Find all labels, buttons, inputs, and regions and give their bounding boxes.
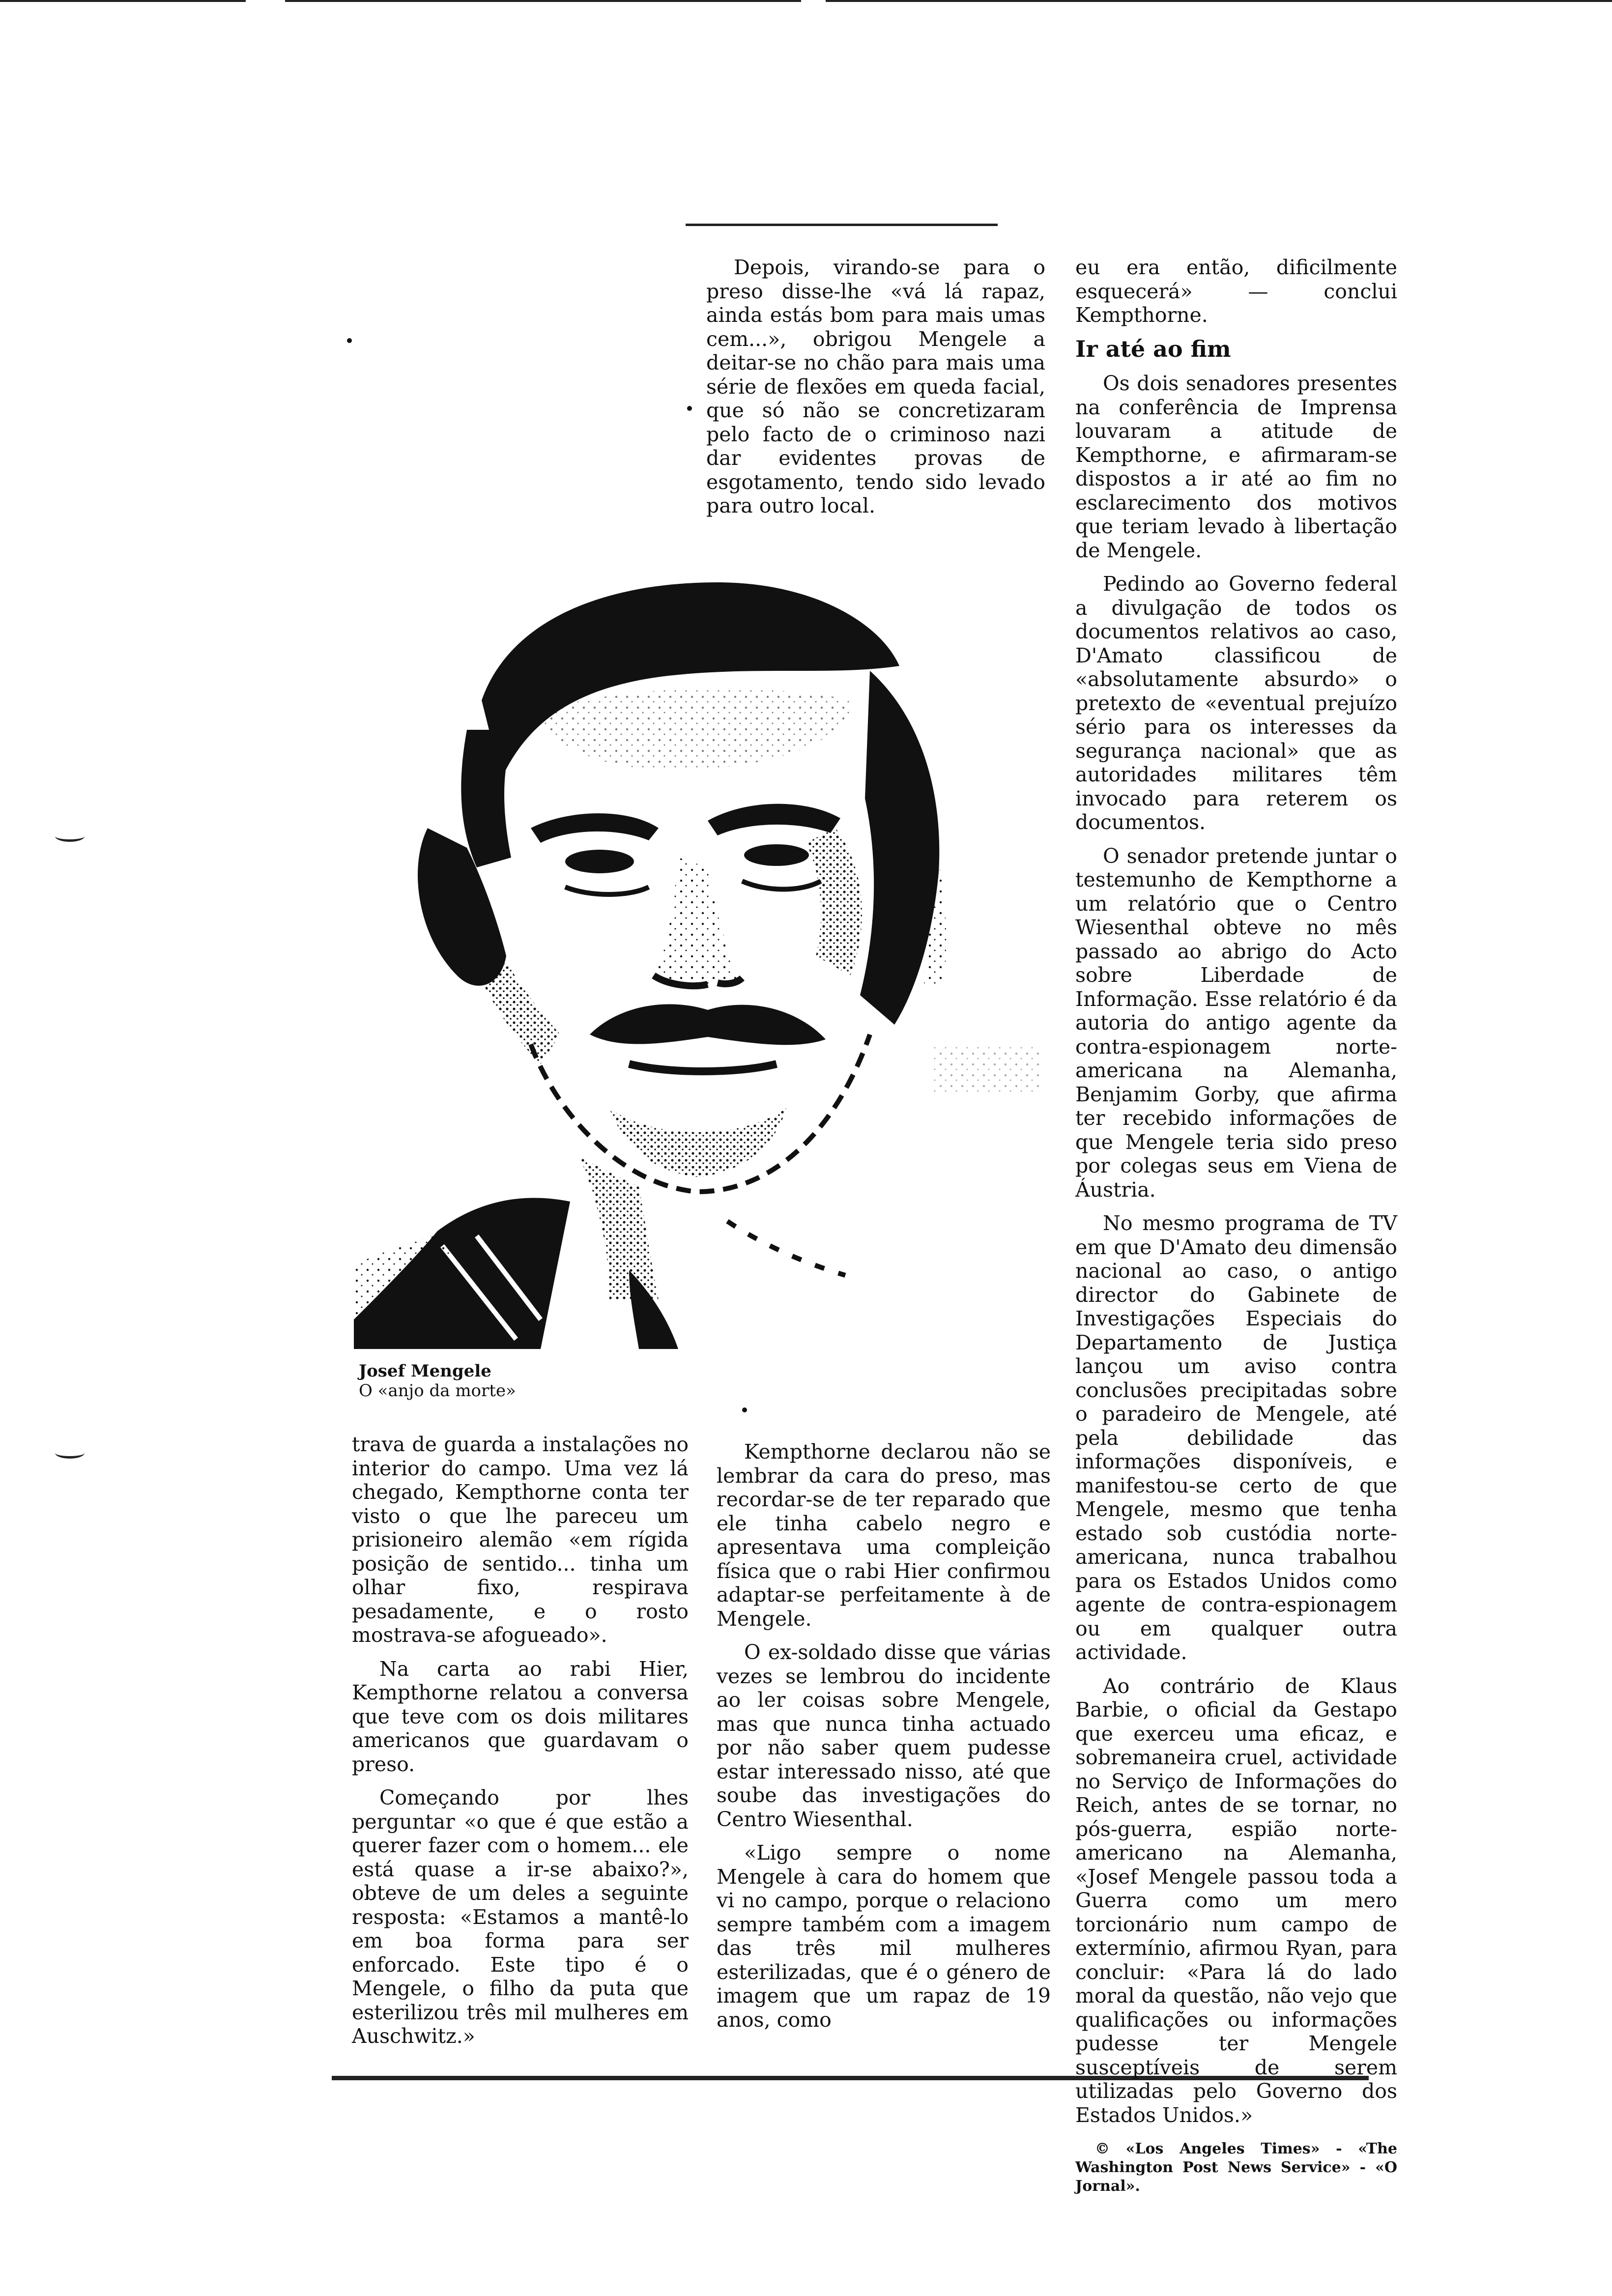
- paragraph: Ao contrário de Klaus Barbie, o oficial da Gestapo que exerceu uma eficaz, e sobremaneira cruel, actividade no Serviço de Informações do Reich, antes de se tornar, no pós-guerra, espião norte-americano na Alemanha, «Josef Mengele passou toda a Guerra como um mero torcionário num campo de extermínio, afirmou Ryan, para concluir: «Para lá do lado moral da questão, não vejo que qualificações ou informações pudesse ter Mengele susceptíveis de serem utilizadas pelo Governo dos Estados Unidos.»: [1075, 1674, 1397, 2127]
- scan-edge-line: [826, 0, 1612, 2]
- paragraph: Pedindo ao Governo federal a divulgação de todos os documentos relativos ao caso, D'Amato classificou de «absolutamente absurdo» o pretexto de «eventual prejuízo sério para os interesses da segurança nacional» que as autoridades militares têm invocado para reterem os documentos.: [1075, 572, 1397, 834]
- temple-shape: [461, 730, 516, 867]
- moustache: [590, 1004, 826, 1045]
- caption-name: Josef Mengele: [359, 1361, 491, 1381]
- margin-mark: [55, 1447, 85, 1459]
- shoulder-dots: [354, 1231, 452, 1349]
- scan-edge-line: [285, 0, 801, 2]
- left-brow: [531, 813, 659, 843]
- caption-text: O «anjo da morte»: [359, 1381, 516, 1401]
- shirt-line: [727, 1221, 845, 1275]
- paragraph: No mesmo programa de TV em que D'Amato deu dimensão nacional ao caso, o antigo director do Gabinete de Investigações Especiais do Departamento de Justiça lançou um aviso contra conclusões precipitadas sobre o paradeiro de Mengele, até pela debilidade das informações disponíveis, e manifestou-se certo de que Mengele, mesmo que tenha estado sob custódia norte-americana, nunca trabalhou para os Estados Unidos como agente de contra-espionagem ou em qualquer outra actividade.: [1075, 1211, 1397, 1664]
- cheek-shadow: [806, 828, 862, 976]
- subheading: Ir até ao fim: [1075, 335, 1231, 362]
- scan-speck: [742, 1407, 747, 1412]
- credit-line: © «Los Angeles Times» - «The Washington Post News Service» - «O Jornal».: [1075, 2140, 1397, 2195]
- article-column-2-top: [706, 256, 1045, 528]
- scan-edge-line: [0, 0, 246, 2]
- right-brow: [708, 804, 840, 835]
- article-column-3: [1075, 256, 1397, 2206]
- paragraph: O ex-soldado disse que várias vezes se lembrou do incidente ao ler coisas sobre Mengele, mas que nunca tinha actuado por não saber quem pudesse estar interessado nisso, até que soube das investigações do Centro Wiesenthal.: [717, 1640, 1051, 1831]
- paragraph: Na carta ao rabi Hier, Kempthorne relatou a conversa que teve com os dois militares americanos que guardavam o preso.: [352, 1657, 689, 1776]
- article-column-2-bottom: [717, 1440, 1051, 2041]
- paragraph: eu era então, dificilmente esquecerá» — conclui Kempthorne.: [1075, 256, 1397, 327]
- paragraph: «Ligo sempre o nome Mengele à cara do homem que vi no campo, porque o relaciono sempre também com a imagem das três mil mulheres esterilizadas, que é o género de imagem que um rapaz de 19 anos, como: [717, 1841, 1051, 2032]
- paragraph: Os dois senadores presentes na conferência de Imprensa louvaram a atitude de Kempthorne, e afirmaram-se dispostos a ir até ao fim no esclarecimento dos motivos que teriam levado à libertação de Mengele.: [1075, 372, 1397, 562]
- background-dots: [934, 1044, 1042, 1093]
- mouth-shape: [629, 1064, 777, 1071]
- paragraph: Começando por lhes perguntar «o que é que estão a querer fazer com o homem... ele está quase a ir-se abaixo?», obteve de um deles a seguinte resposta: «Estamos a mantê-lo em boa forma para ser enforcado. Este tipo é o Mengele, o filho da puta que esterilizou três mil mulheres em Auschwitz.»: [352, 1786, 689, 2048]
- nose-shape: [654, 858, 737, 988]
- neck-shadow: [580, 1157, 659, 1300]
- paragraph: trava de guarda a instalações no interior do campo. Uma vez lá chegado, Kempthorne conta ter visto o que lhe pareceu um prisioneiro alemão «em rígida posição de sentido... tinha um olhar fixo, respirava pesadamente, e o rosto mostrava-se afogueado».: [352, 1433, 689, 1647]
- scan-speck: [347, 338, 352, 343]
- article-column-1: [352, 1433, 689, 2058]
- scan-speck: [687, 406, 692, 411]
- paragraph: O senador pretende juntar o testemunho de Kempthorne a um relatório que o Centro Wiesenthal obteve no mês passado ao abrigo do Acto sobre Liberdade de Informação. Esse relatório é da autoria do antigo agente da contra-espionagem norte-americana na Alemanha, Benjamim Gorby, que afirma ter recebido informações de que Mengele teria sido preso por colegas seus em Viena de Áustria.: [1075, 844, 1397, 1202]
- chin-shadow: [609, 1108, 786, 1177]
- paragraph: Depois, virando-se para o preso disse-lhe «vá lá rapaz, ainda estás bom para mais umas cem...», obrigou Mengele a deitar-se no chão para mais uma série de flexões em queda facial, que só não se concretizaram pelo facto de o criminoso nazi dar evidentes provas de esgotamento, tendo sido levado para outro local.: [706, 256, 1045, 517]
- left-eye: [565, 850, 634, 873]
- right-eye: [744, 844, 809, 866]
- photo-caption: [359, 1361, 516, 1401]
- margin-mark: [55, 831, 85, 842]
- forehead-dots: [531, 689, 855, 770]
- top-rule: [686, 224, 998, 226]
- paragraph: Kempthorne declarou não se lembrar da cara do preso, mas recordar-se de ter reparado que ele tinha cabelo negro e apresentava uma compleição física que o rabi Hier confirmou adaptar-se perfeitamente à de Mengele.: [717, 1440, 1051, 1631]
- portrait-photo: [354, 553, 1047, 1369]
